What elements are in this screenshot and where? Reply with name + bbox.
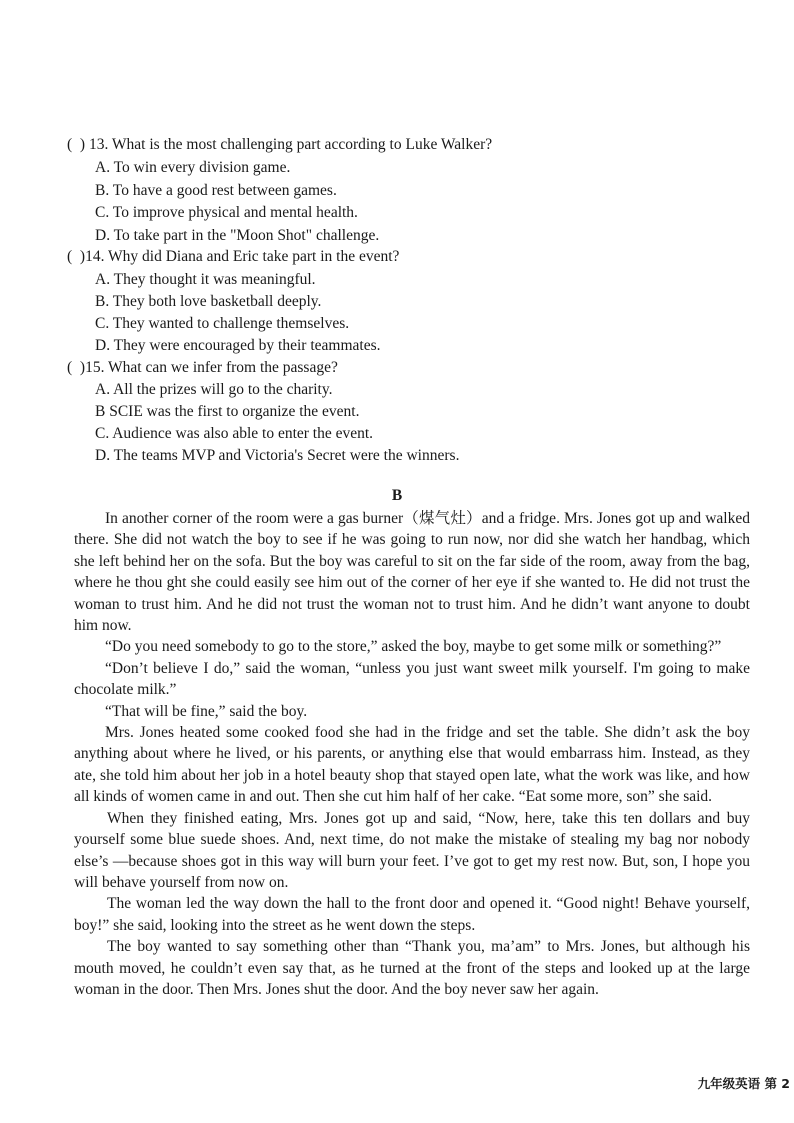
passage-paragraph: Mrs. Jones heated some cooked food she had in the fridge and set the table. She didn’t ask the boy anything about where he lived, or his parents, or anything else that would embarrass him. Instead, as they ate, she told him about her job in a hotel beauty shop that stayed open late, what the work was like, and how all kinds of women came in and out. Then she cut him half of her cake. “Eat some more, son” she said. [74, 724, 750, 806]
question-13-stem: ( ) 13. What is the most challenging part according to Luke Walker? [67, 136, 493, 153]
page-footer: 九年级英语 第 2 [697, 1076, 790, 1091]
passage-paragraph: The woman led the way down the hall to the front door and opened it. “Good night! Behave yourself, boy!” she said, looking into the street as he went down the steps. [74, 895, 750, 934]
question-13-option-a: A. To win every division game. [95, 159, 291, 176]
question-14-stem: ( )14. Why did Diana and Eric take part in the event? [67, 248, 400, 265]
passage-paragraph: “Do you need somebody to go to the store,” asked the boy, maybe to get some milk or something?” [105, 638, 722, 656]
reading-passage [74, 508, 750, 1000]
question-15-option-c: C. Audience was also able to enter the event. [95, 425, 374, 442]
question-13-option-d: D. To take part in the "Moon Shot" challenge. [95, 227, 380, 244]
passage-paragraph: “Don’t believe I do,” said the woman, “unless you just want sweet milk yourself. I'm going to make chocolate milk.” [74, 659, 750, 699]
question-14-option-b: B. They both love basketball deeply. [95, 293, 322, 310]
question-13-option-c: C. To improve physical and mental health. [95, 204, 358, 221]
question-15-stem: ( )15. What can we infer from the passage? [67, 359, 338, 376]
passage-paragraph: In another corner of the room were a gas burner（煤气灶）and a fridge. Mrs. Jones got up and walked there. She did not watch the boy to see if he was going to run now, nor did she watch her handbag, which she left behind her on the sofa. But the boy was careful to sit on the far side of the room, away from the bag, where he thou ght she could easily see him out of the corner of her eye if she wanted to. He did not trust the woman to trust him. And he did not trust the woman not to trust him. And he didn’t want anyone to doubt him now. [74, 510, 750, 635]
question-14-option-a: A. They thought it was meaningful. [95, 271, 316, 288]
question-14-option-d: D. They were encouraged by their teammates. [95, 337, 381, 354]
question-15-option-d: D. The teams MVP and Victoria's Secret were the winners. [95, 447, 460, 464]
question-14-option-c: C. They wanted to challenge themselves. [95, 315, 350, 332]
passage-paragraph: “That will be fine,” said the boy. [105, 702, 308, 720]
passage-paragraph: The boy wanted to say something other than “Thank you, ma’am” to Mrs. Jones, but although his mouth moved, he couldn’t even say that, as he turned at the front of the steps and looked up at the large woman in the door. Then Mrs. Jones shut the door. And the boy never saw her again. [74, 938, 750, 998]
question-13-option-b: B. To have a good rest between games. [95, 182, 337, 199]
section-heading: B [391, 487, 403, 504]
question-15-option-a: A. All the prizes will go to the charity. [95, 381, 333, 398]
question-15-option-b: B SCIE was the first to organize the event. [95, 403, 360, 420]
passage-paragraph: When they finished eating, Mrs. Jones got up and said, “Now, here, take this ten dollars and buy yourself some blue suede shoes. And, next time, do not make the mistake of stealing my bag nor nobody else’s —because shoes got in this way will burn your feet. I’ve got to get my rest now. But, son, I hope you will behave yourself from now on. [74, 809, 750, 891]
